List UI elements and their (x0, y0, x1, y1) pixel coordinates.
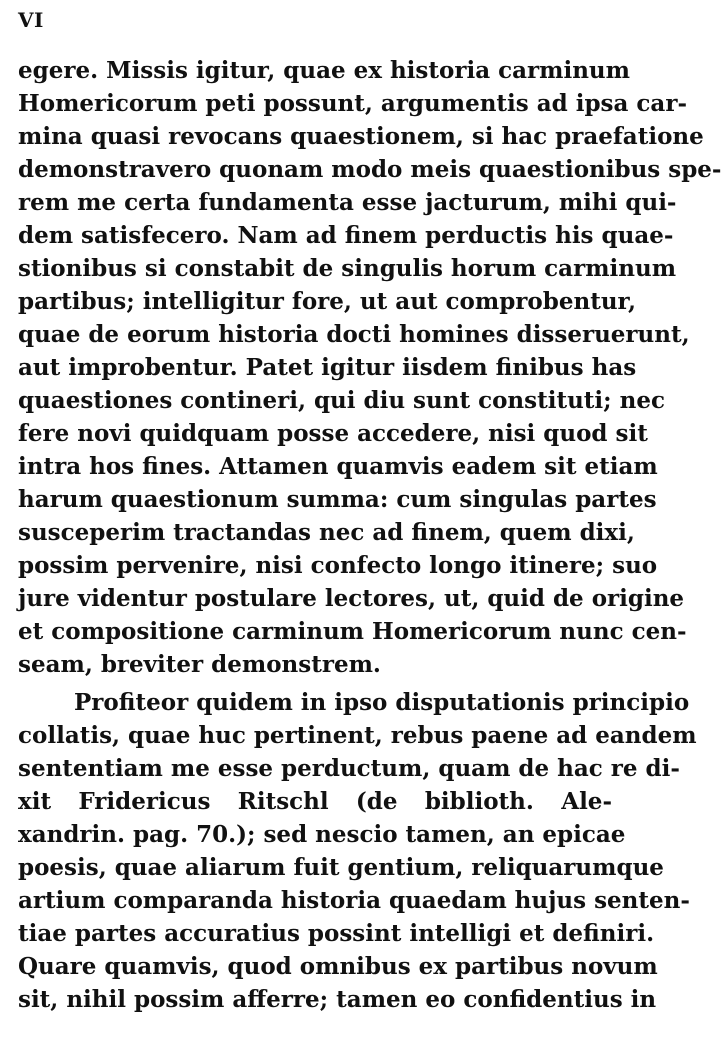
text-line: jure videntur postulare lectores, ut, quid de origine (18, 585, 685, 612)
text-line: stionibus si constabit de singulis horum carminum (18, 255, 677, 282)
page-number: VI (18, 8, 44, 32)
text-line: possim pervenire, nisi confecto longo itinere; suo (18, 552, 658, 579)
text-line: rem me certa fundamenta esse jacturum, mihi qui- (18, 189, 677, 216)
text-line: partibus; intelligitur fore, ut aut comprobentur, (18, 288, 637, 315)
text-line: seam, breviter demonstrem. (18, 651, 381, 678)
text-line: Quare quamvis, quod omnibus ex partibus novum (18, 953, 658, 980)
text-line: quae de eorum historia docti homines disseruerunt, (18, 321, 690, 348)
text-line: sit, nihil possim afferre; tamen eo confidentius in (18, 986, 657, 1013)
text-line: artium comparanda historia quaedam hujus senten- (18, 887, 690, 914)
text-line: tiae partes accuratius possint intelligi et definiri. (18, 920, 655, 947)
text-line: mina quasi revocans quaestionem, si hac praefatione (18, 123, 704, 150)
text-line: quaestiones contineri, qui diu sunt constituti; nec (18, 387, 666, 414)
text-line: xit Fridericus Ritschl (de biblioth. Ale- (18, 788, 612, 815)
text-line: fere novi quidquam posse accedere, nisi quod sit (18, 420, 648, 447)
text-line: xandrin. pag. 70.); sed nescio tamen, an epicae (18, 821, 626, 848)
text-line: Homericorum peti possunt, argumentis ad ipsa car- (18, 90, 687, 117)
text-line: intra hos fines. Attamen quamvis eadem sit etiam (18, 453, 658, 480)
text-line: sententiam me esse perductum, quam de hac re di- (18, 755, 680, 782)
text-line: egere. Missis igitur, quae ex historia carminum (18, 57, 630, 84)
text-line: dem satisfecero. Nam ad finem perductis his quae- (18, 222, 674, 249)
text-line: collatis, quae huc pertinent, rebus paene ad eandem (18, 722, 697, 749)
text-line: Profiteor quidem in ipso disputationis principio (74, 689, 690, 716)
text-line: demonstravero quonam modo meis quaestionibus spe- (18, 156, 721, 183)
text-line: susceperim tractandas nec ad finem, quem dixi, (18, 519, 635, 546)
text-line: et compositione carminum Homericorum nunc cen- (18, 618, 687, 645)
text-line: aut improbentur. Patet igitur iisdem finibus has (18, 354, 637, 381)
text-line: harum quaestionum summa: cum singulas partes (18, 486, 657, 513)
text-line: poesis, quae aliarum fuit gentium, reliquarumque (18, 854, 664, 881)
